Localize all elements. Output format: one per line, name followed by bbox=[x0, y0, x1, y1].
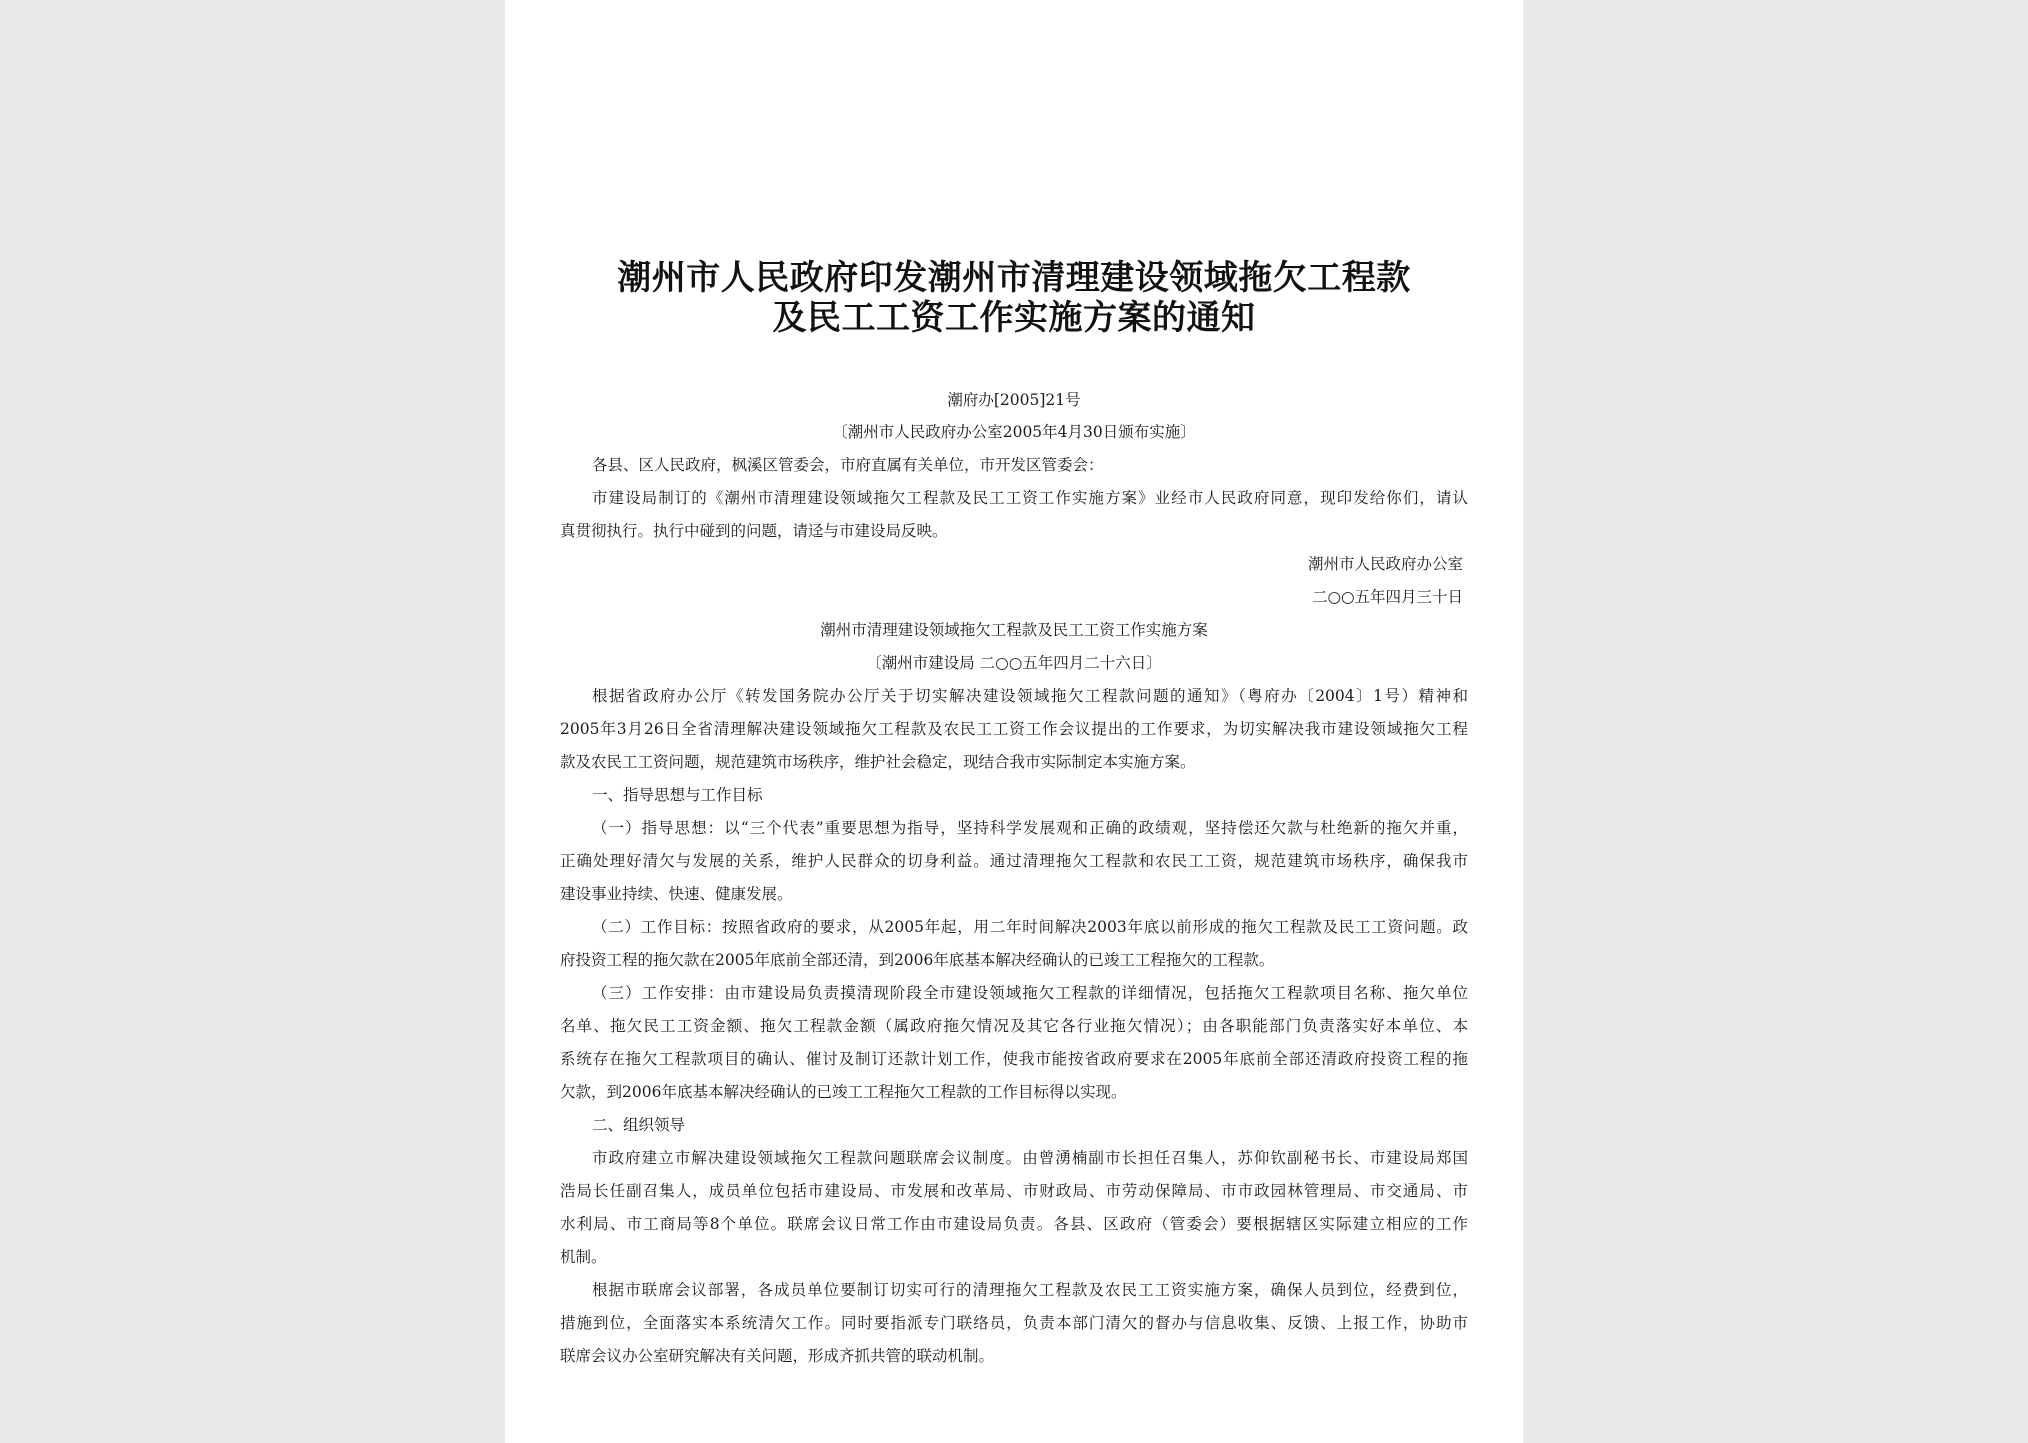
notice-line-2: 真贯彻执行。执行中碰到的问题，请迳与市建设局反映。 bbox=[560, 522, 948, 540]
notice-line-1: 市建设局制订的《潮州市清理建设领域拖欠工程款及民工工资工作实施方案》业经市人民政府同意，现印发给你们，请认 bbox=[592, 489, 1468, 507]
section1-p1-line-1: （一）指导思想：以“三个代表”重要思想为指导，坚持科学发展观和正确的政绩观，坚持偿还欠款与杜绝新的拖欠并重， bbox=[592, 819, 1468, 837]
section1-p1-line-3: 建设事业持续、快速、健康发展。 bbox=[560, 885, 793, 903]
section1-p3-line-3: 系统存在拖欠工程款项目的确认、催讨及制订还款计划工作，使我市能按省政府要求在2005年底前全部还清政府投资工程的拖 bbox=[560, 1050, 1468, 1068]
section1-p2-line-1: （二）工作目标：按照省政府的要求，从2005年起，用二年时间解决2003年底以前形成的拖欠工程款及民工工资问题。政 bbox=[592, 918, 1468, 936]
document-title bbox=[505, 258, 1523, 338]
section2-heading: 二、组织领导 bbox=[592, 1116, 686, 1134]
section1-p3-line-2: 名单、拖欠民工工资金额、拖欠工程款金额（属政府拖欠情况及其它各行业拖欠情况）；由各职能部门负责落实好本单位、本 bbox=[560, 1017, 1468, 1035]
intro-line-1: 根据省政府办公厅《转发国务院办公厅关于切实解决建设领域拖欠工程款问题的通知》（粤府办〔2004〕1号）精神和 bbox=[592, 687, 1468, 705]
section2-p1-line-4: 机制。 bbox=[560, 1248, 607, 1266]
section1-p1-line-2: 正确处理好清欠与发展的关系，维护人民群众的切身利益。通过清理拖欠工程款和农民工工资，规范建筑市场秩序，确保我市 bbox=[560, 852, 1468, 870]
intro-line-2: 2005年3月26日全省清理解决建设领域拖欠工程款及农民工工资工作会议提出的工作要求，为切实解决我市建设领域拖欠工程 bbox=[560, 720, 1468, 738]
section2-p1-line-3: 水利局、市工商局等8个单位。联席会议日常工作由市建设局负责。各县、区政府（管委会）要根据辖区实际建立相应的工作 bbox=[560, 1215, 1468, 1233]
signature-org: 潮州市人民政府办公室 bbox=[1307, 555, 1463, 573]
section2-p2-line-2: 措施到位，全面落实本系统清欠工作。同时要指派专门联络员，负责本部门清欠的督办与信息收集、反馈、上报工作，协助市 bbox=[560, 1314, 1468, 1332]
plan-note: 〔潮州市建设局 二○○五年四月二十六日〕 bbox=[866, 654, 1162, 672]
section1-p3-line-1: （三）工作安排：由市建设局负责摸清现阶段全市建设领域拖欠工程款的详细情况，包括拖欠工程款项目名称、拖欠单位 bbox=[592, 984, 1468, 1002]
section1-p2-line-2: 府投资工程的拖欠款在2005年底前全部还清，到2006年底基本解决经确认的已竣工工程拖欠的工程款。 bbox=[560, 951, 1275, 969]
salutation: 各县、区人民政府，枫溪区管委会，市府直属有关单位，市开发区管委会： bbox=[592, 456, 1104, 474]
section2-p2-line-3: 联席会议办公室研究解决有关问题，形成齐抓共管的联动机制。 bbox=[560, 1347, 995, 1365]
title-line-2: 及民工工资工作实施方案的通知 bbox=[772, 298, 1256, 338]
issue-note: 〔潮州市人民政府办公室2005年4月30日颁布实施〕 bbox=[832, 423, 1196, 441]
intro-line-3: 款及农民工工资问题，规范建筑市场秩序，维护社会稳定，现结合我市实际制定本实施方案。 bbox=[560, 753, 1196, 771]
document-number: 潮府办[2005]21号 bbox=[947, 391, 1081, 409]
document-page bbox=[505, 0, 1523, 1443]
section1-p3-line-4: 欠款，到2006年底基本解决经确认的已竣工工程拖欠工程款的工作目标得以实现。 bbox=[560, 1083, 1127, 1101]
title-line-1: 潮州市人民政府印发潮州市清理建设领域拖欠工程款 bbox=[617, 258, 1411, 298]
signature-date: 二○○五年四月三十日 bbox=[1311, 588, 1463, 606]
section2-p2-line-1: 根据市联席会议部署，各成员单位要制订切实可行的清理拖欠工程款及农民工工资实施方案，确保人员到位，经费到位， bbox=[592, 1281, 1468, 1299]
plan-title: 潮州市清理建设领域拖欠工程款及民工工资工作实施方案 bbox=[820, 621, 1208, 639]
section2-p1-line-1: 市政府建立市解决建设领域拖欠工程款问题联席会议制度。由曾湧楠副市长担任召集人，苏仰钦副秘书长、市建设局郑国 bbox=[592, 1149, 1468, 1167]
section1-heading: 一、指导思想与工作目标 bbox=[592, 786, 763, 804]
section2-p1-line-2: 浩局长任副召集人，成员单位包括市建设局、市发展和改革局、市财政局、市劳动保障局、市市政园林管理局、市交通局、市 bbox=[560, 1182, 1468, 1200]
